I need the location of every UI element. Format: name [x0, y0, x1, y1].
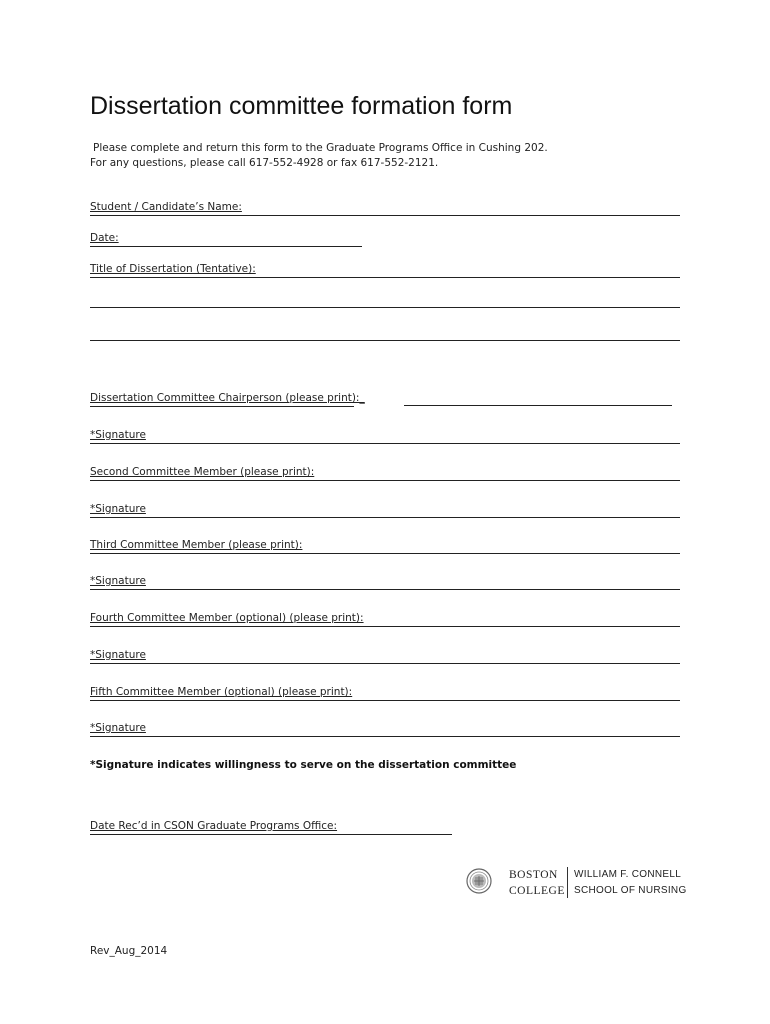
chairperson-field[interactable]: [90, 390, 365, 407]
dissertation-title-line-2[interactable]: [90, 307, 680, 308]
form-title: Dissertation committee formation form: [90, 92, 513, 120]
chairperson-signature-field[interactable]: [90, 427, 680, 444]
date-field[interactable]: [90, 230, 362, 247]
signature-label: *Signature: [90, 503, 146, 515]
signature-label: *Signature: [90, 429, 146, 441]
second-member-signature-field[interactable]: [90, 501, 680, 518]
intro-line-2: For any questions, please call 617-552-4928 or fax 617-552-2121.: [90, 157, 439, 169]
date-received-field[interactable]: [90, 818, 452, 835]
fourth-member-signature-field[interactable]: [90, 647, 680, 664]
logo-divider: [567, 867, 568, 898]
signature-label: *Signature: [90, 649, 146, 661]
logo-boston-text: BOSTON: [509, 869, 558, 881]
second-member-field[interactable]: [90, 464, 680, 481]
date-received-label: Date Rec’d in CSON Graduate Programs Office:: [90, 820, 338, 832]
fifth-member-field[interactable]: [90, 684, 680, 701]
revision-label: Rev_Aug_2014: [90, 945, 168, 957]
chairperson-name-line[interactable]: [404, 405, 672, 406]
third-member-label: Third Committee Member (please print):: [90, 539, 303, 551]
dissertation-title-field[interactable]: [90, 261, 680, 278]
fourth-member-label: Fourth Committee Member (optional) (please print):: [90, 612, 364, 624]
fourth-member-field[interactable]: [90, 610, 680, 627]
fifth-member-signature-field[interactable]: [90, 720, 680, 737]
third-member-signature-field[interactable]: [90, 573, 680, 590]
intro-line-1: Please complete and return this form to the Graduate Programs Office in Cushing 202.: [93, 142, 548, 154]
student-name-label: Student / Candidate’s Name:: [90, 201, 242, 213]
fifth-member-label: Fifth Committee Member (optional) (please print):: [90, 686, 353, 698]
dissertation-title-label: Title of Dissertation (Tentative):: [90, 263, 256, 275]
signature-label: *Signature: [90, 575, 146, 587]
student-name-field[interactable]: [90, 199, 680, 216]
logo-nursing-text: SCHOOL OF NURSING: [574, 885, 687, 896]
third-member-field[interactable]: [90, 537, 680, 554]
boston-college-seal-icon: [466, 868, 492, 894]
signature-note: *Signature indicates willingness to serve on the dissertation committee: [90, 759, 517, 771]
date-label: Date:: [90, 232, 119, 244]
dissertation-title-line-3[interactable]: [90, 340, 680, 341]
chairperson-label: Dissertation Committee Chairperson (please print):: [90, 392, 360, 404]
signature-label: *Signature: [90, 722, 146, 734]
chairperson-fill: _: [359, 392, 365, 404]
logo-college-text: COLLEGE: [509, 885, 565, 897]
logo-connell-text: WILLIAM F. CONNELL: [574, 869, 682, 880]
second-member-label: Second Committee Member (please print):: [90, 466, 315, 478]
